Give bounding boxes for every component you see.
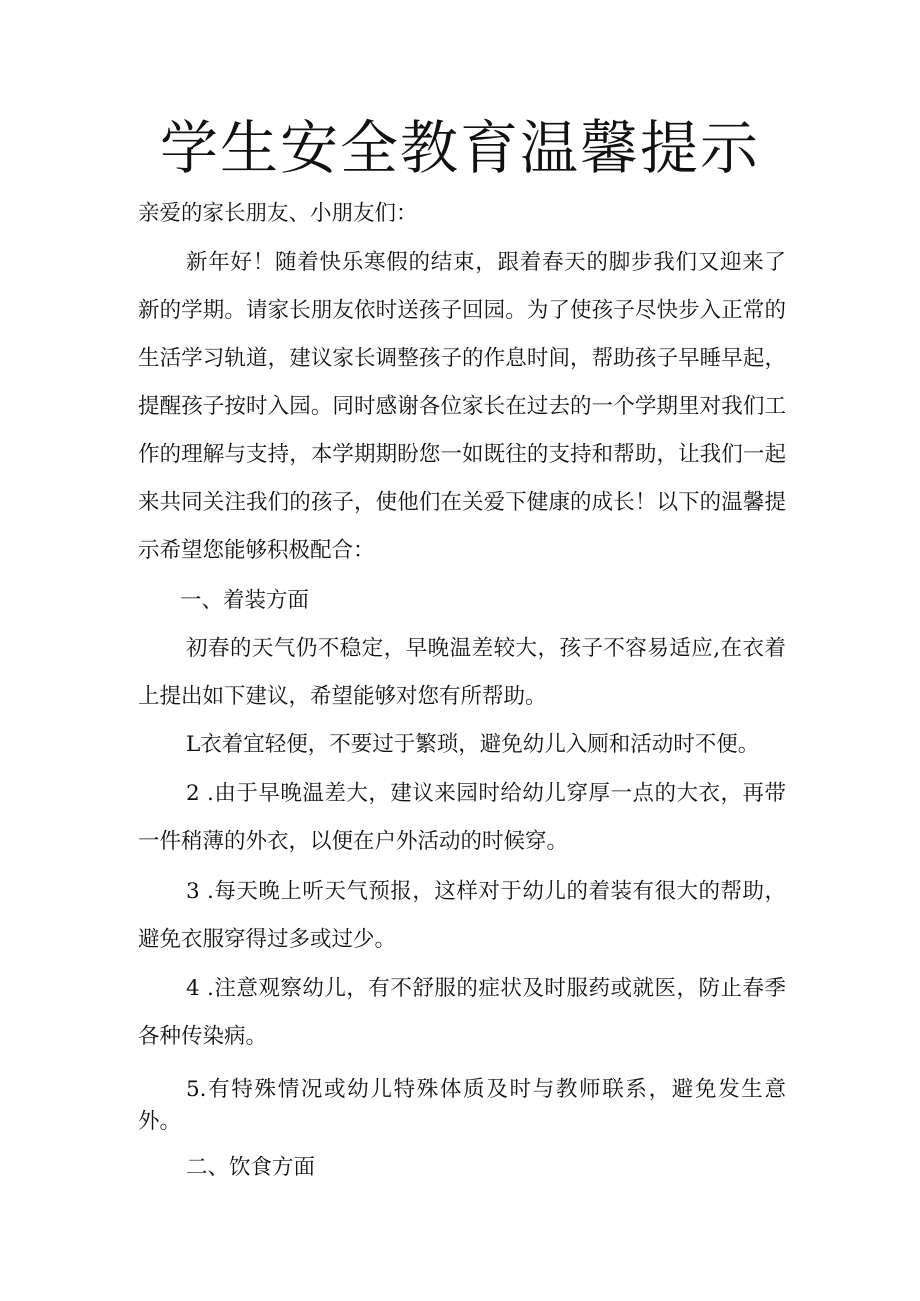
section-heading-clothing: 一、着装方面 xyxy=(180,588,310,613)
section-heading-diet: 二、饮食方面 xyxy=(186,1155,316,1180)
clothing-intro-paragraph: 初春的天气仍不稳定，早晚温差较大，孩子不容易适应,在衣着上提出如下建议，希望能够对您有所帮助。 xyxy=(138,636,786,709)
clothing-item-5: 5.有特殊情况或幼儿特殊体质及时与教师联系，避免发生意外。 xyxy=(138,1077,786,1134)
clothing-item-2: 2 .由于早晚温差大，建议来园时给幼儿穿厚一点的大衣，再带一件稍薄的外衣，以便在户外活动的时候穿。 xyxy=(138,781,786,854)
document-title: 学生安全教育温馨提示 xyxy=(159,114,760,182)
clothing-item-4: 4 .注意观察幼儿，有不舒服的症状及时服药或就医，防止春季各种传染病。 xyxy=(138,976,786,1049)
intro-paragraph: 新年好！随着快乐寒假的结束，跟着春天的脚步我们又迎来了新的学期。请家长朋友依时送孩子回园。为了使孩子尽快步入正常的生活学习轨道，建议家长调整孩子的作息时间，帮助孩子早睡早起，提醒孩子按时入园。同时感谢各位家长在过去的一个学期里对我们工作的理解与支持，本学期期盼您一如既往的支持和帮助，让我们一起来共同关注我们的孩子，使他们在关爱下健康的成长！以下的温馨提示希望您能够积极配合： xyxy=(138,250,786,563)
salutation: 亲爱的家长朋友、小朋友们： xyxy=(138,201,418,226)
clothing-item-1: L衣着宜轻便，不要过于繁琐，避免幼儿入厕和活动时不便。 xyxy=(186,732,760,757)
clothing-item-3: 3 .每天晚上听天气预报，这样对于幼儿的着装有很大的帮助，避免衣服穿得过多或过少。 xyxy=(138,879,786,952)
